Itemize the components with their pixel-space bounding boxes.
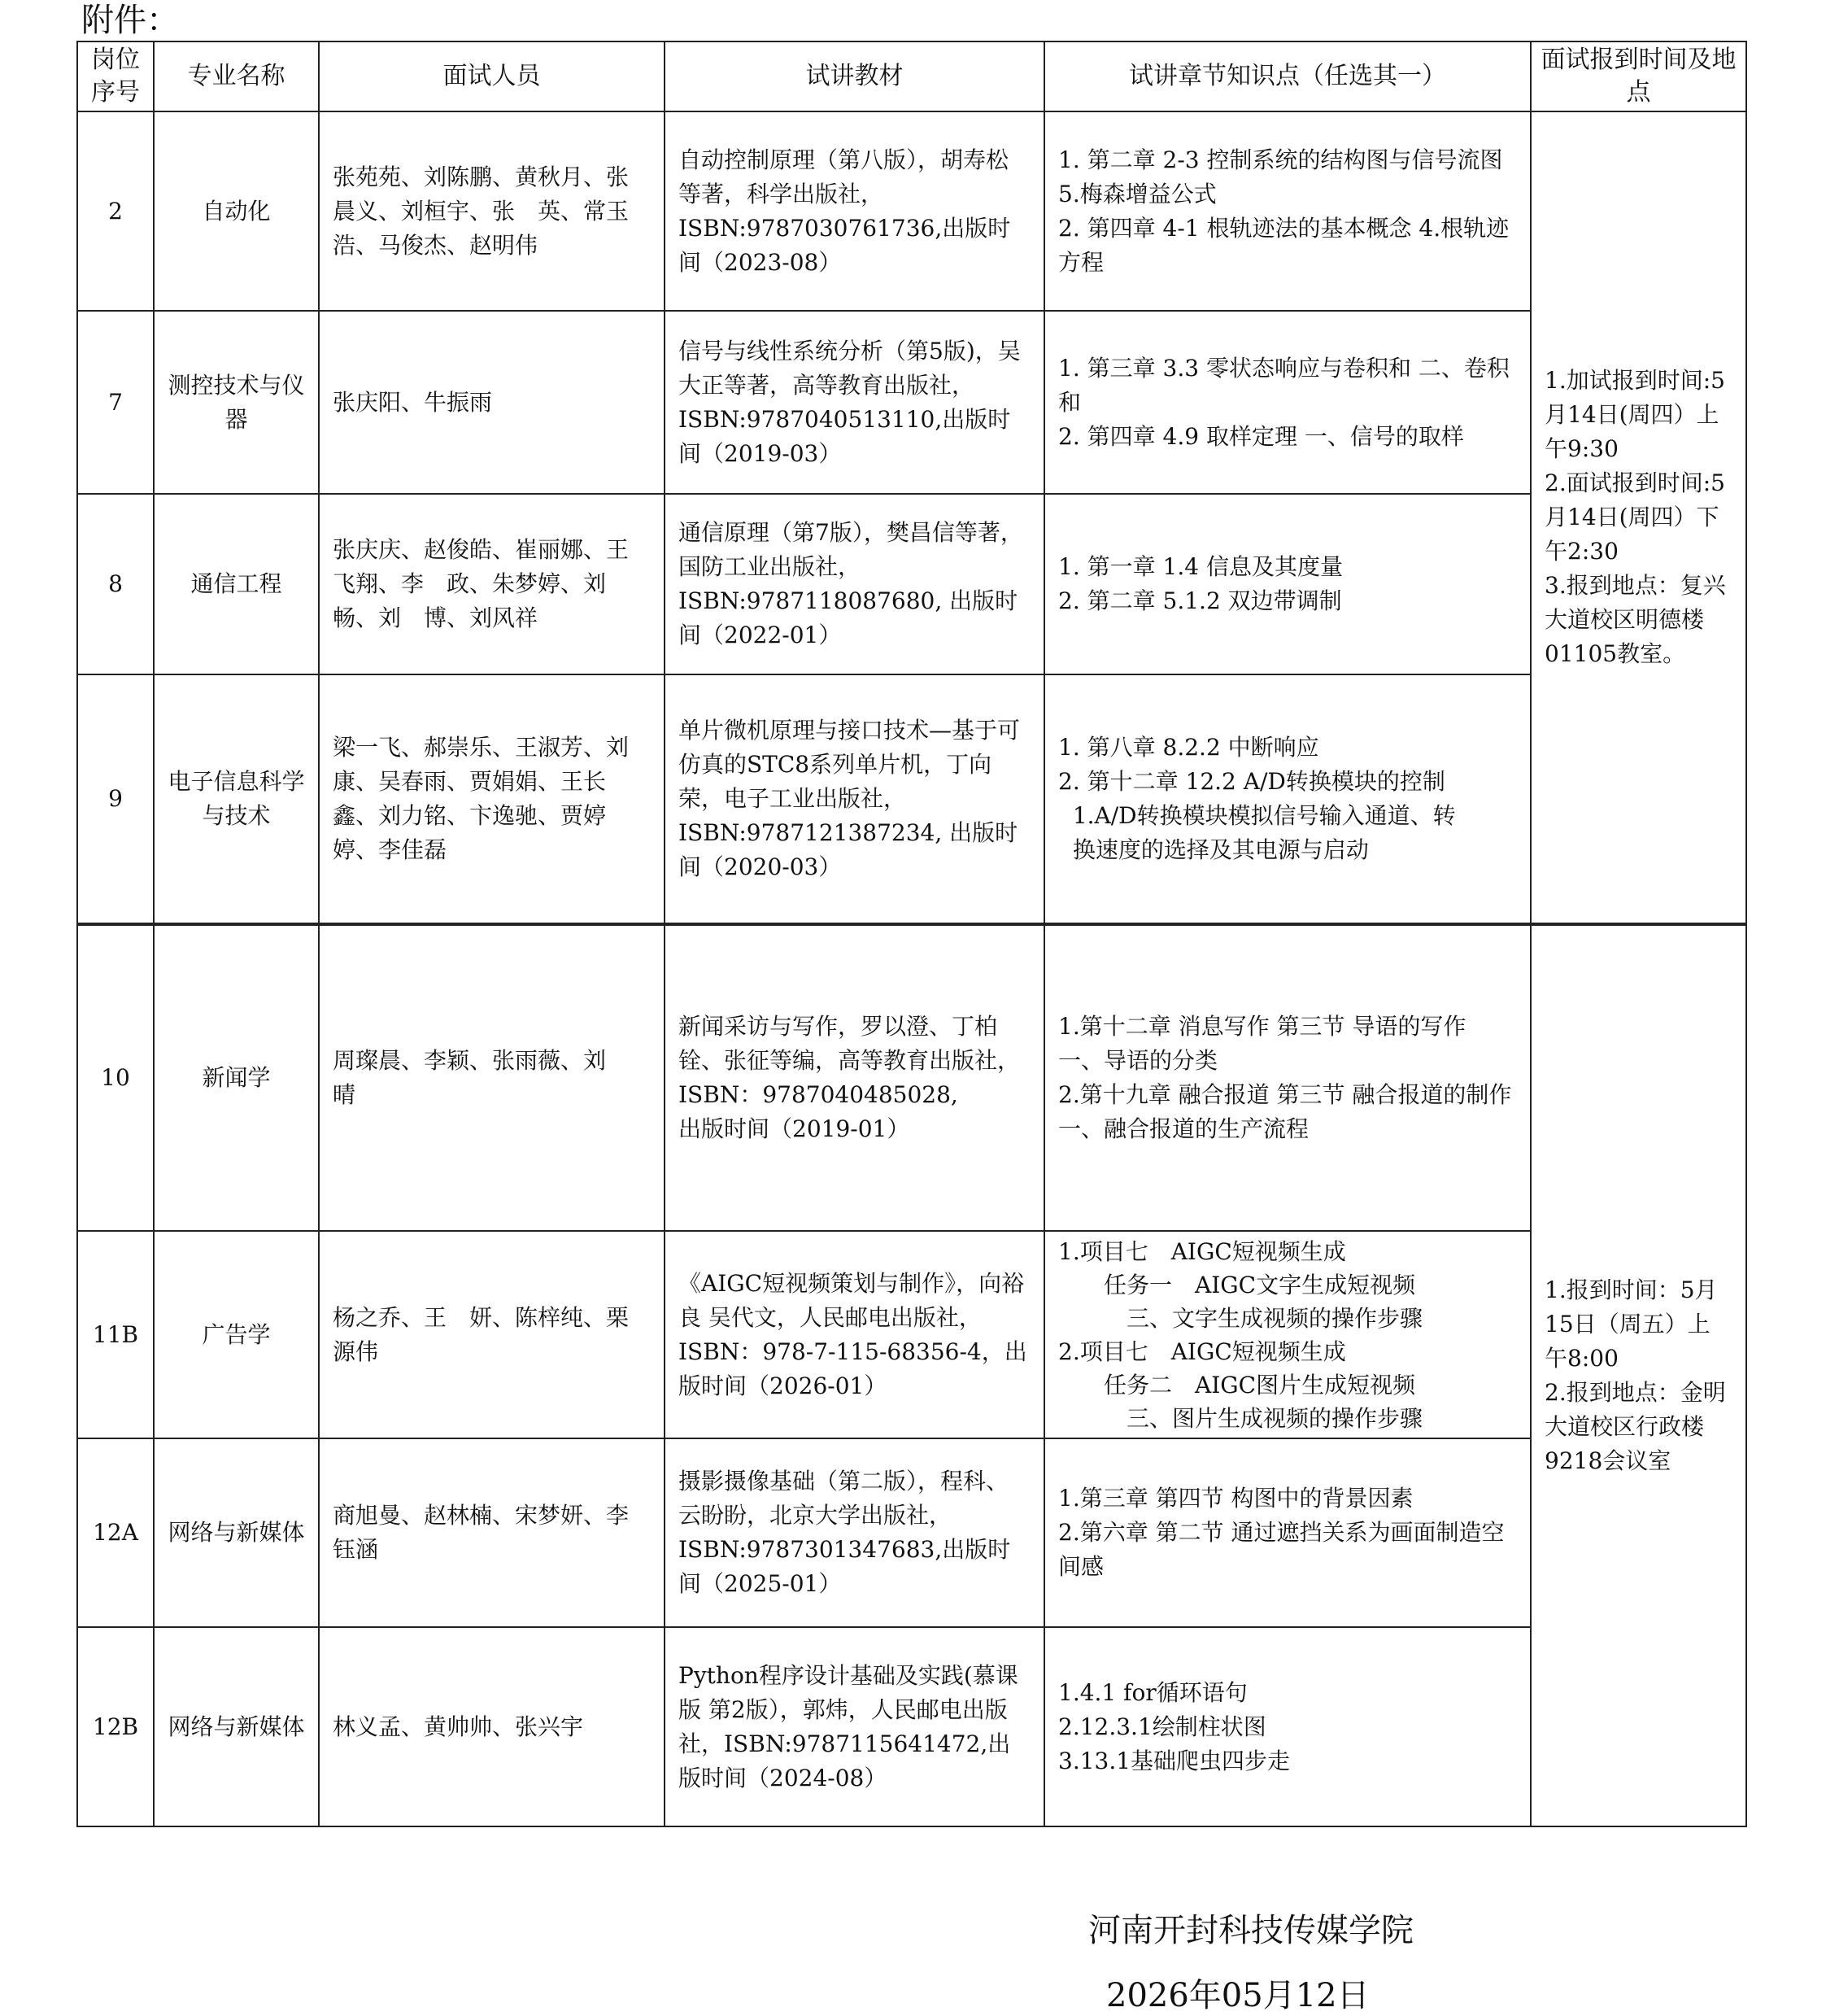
post-no-cell: 11B xyxy=(77,1231,154,1438)
points-cell: 1.第十二章 消息写作 第三节 导语的写作 一、导语的分类 2.第十九章 融合报道 第三节 融合报道的制作 一、融合报道的生产流程 xyxy=(1044,925,1531,1231)
major-cell: 自动化 xyxy=(154,111,319,311)
post-no-cell: 8 xyxy=(77,494,154,674)
candidates-cell: 周璨晨、李颖、张雨薇、刘 晴 xyxy=(319,925,665,1231)
points-cell: 1. 第二章 2-3 控制系统的结构图与信号流图 5.梅森增益公式 2. 第四章 4-1 根轨迹法的基本概念 4.根轨迹方程 xyxy=(1044,111,1531,311)
header-post-no: 岗位序号 xyxy=(77,41,154,111)
table-row xyxy=(77,111,1746,311)
textbook-cell: Python程序设计基础及实践(慕课版 第2版），郭炜，人民邮电出版社，ISBN:9787115641472,出版时间（2024-08） xyxy=(665,1627,1044,1826)
candidates-cell: 梁一飞、郝崇乐、王淑芳、刘 康、吴春雨、贾娟娟、王长鑫、刘力铭、卞逸驰、贾婷婷、李佳磊 xyxy=(319,674,665,923)
points-cell: 1. 第八章 8.2.2 中断响应 2. 第十二章 12.2 A/D转换模块的控制 1.A/D转换模块模拟信号输入通道、转 换速度的选择及其电源与启动 xyxy=(1044,674,1531,923)
major-cell: 通信工程 xyxy=(154,494,319,674)
header-candidates: 面试人员 xyxy=(319,41,665,111)
textbook-cell: 自动控制原理（第八版），胡寿松等著，科学出版社，ISBN:9787030761736,出版时间（2023-08） xyxy=(665,111,1044,311)
post-no-cell: 7 xyxy=(77,311,154,494)
major-cell: 广告学 xyxy=(154,1231,319,1438)
table-row xyxy=(77,494,1746,674)
header-major: 专业名称 xyxy=(154,41,319,111)
major-cell: 网络与新媒体 xyxy=(154,1438,319,1627)
points-cell: 1.第三章 第四节 构图中的背景因素 2.第六章 第二节 通过遮挡关系为画面制造空间感 xyxy=(1044,1438,1531,1627)
major-cell: 新闻学 xyxy=(154,925,319,1231)
candidates-cell: 张苑苑、刘陈鹏、黄秋月、张晨义、刘桓宇、张 英、常玉浩、马俊杰、赵明伟 xyxy=(319,111,665,311)
textbook-cell: 通信原理（第7版），樊昌信等著，国防工业出版社，ISBN:9787118087680, 出版时间（2022-01） xyxy=(665,494,1044,674)
post-no-cell: 12B xyxy=(77,1627,154,1826)
candidates-cell: 张庆阳、牛振雨 xyxy=(319,311,665,494)
post-no-cell: 2 xyxy=(77,111,154,311)
table-row xyxy=(77,674,1746,923)
table-row xyxy=(77,1231,1746,1438)
interview-table-group-1 xyxy=(76,41,1747,924)
table-header-row xyxy=(77,41,1746,111)
post-no-cell: 9 xyxy=(77,674,154,923)
attachment-label: 附件： xyxy=(81,2,179,39)
candidates-cell: 杨之乔、王 妍、陈梓纯、栗源伟 xyxy=(319,1231,665,1438)
header-textbook: 试讲教材 xyxy=(665,41,1044,111)
textbook-cell: 摄影摄像基础（第二版），程科、云盼盼，北京大学出版社，ISBN:9787301347683,出版时间（2025-01） xyxy=(665,1438,1044,1627)
signature-date: 2026年05月12日 xyxy=(1106,1977,1370,2014)
table-row xyxy=(77,1438,1746,1627)
major-cell: 电子信息科学与技术 xyxy=(154,674,319,923)
major-cell: 测控技术与仪器 xyxy=(154,311,319,494)
textbook-cell: 信号与线性系统分析（第5版)，吴大正等著，高等教育出版社，ISBN:9787040513110,出版时间（2019-03） xyxy=(665,311,1044,494)
textbook-cell: 单片微机原理与接口技术—基于可仿真的STC8系列单片机，丁向荣，电子工业出版社，ISBN:9787121387234, 出版时间（2020-03） xyxy=(665,674,1044,923)
points-cell: 1.4.1 for循环语句 2.12.3.1绘制柱状图 3.13.1基础爬虫四步走 xyxy=(1044,1627,1531,1826)
post-no-cell: 10 xyxy=(77,925,154,1231)
points-cell: 1.项目七 AIGC短视频生成 任务一 AIGC文字生成短视频 三、文字生成视频的操作步骤 2.项目七 AIGC短视频生成 任务二 AIGC图片生成短视频 三、图片生成视频的操作步骤 xyxy=(1044,1231,1531,1438)
candidates-cell: 张庆庆、赵俊皓、崔丽娜、王飞翔、李 政、朱梦婷、刘 畅、刘 博、刘风祥 xyxy=(319,494,665,674)
candidates-cell: 林义孟、黄帅帅、张兴宇 xyxy=(319,1627,665,1826)
interview-table-group-2 xyxy=(76,924,1747,1827)
header-points: 试讲章节知识点（任选其一） xyxy=(1044,41,1531,111)
textbook-cell: 新闻采访与写作，罗以澄、丁柏铨、张征等编，高等教育出版社， ISBN：9787040485028, 出版时间（2019-01） xyxy=(665,925,1044,1231)
post-no-cell: 12A xyxy=(77,1438,154,1627)
points-cell: 1. 第三章 3.3 零状态响应与卷积和 二、卷积和 2. 第四章 4.9 取样定理 一、信号的取样 xyxy=(1044,311,1531,494)
table-row xyxy=(77,311,1746,494)
table-row xyxy=(77,1627,1746,1826)
report-info-cell: 1.加试报到时间:5月14日(周四）上午9:30 2.面试报到时间:5月14日(周四）下午2:30 3.报到地点：复兴大道校区明德楼01105教室。 xyxy=(1531,111,1746,923)
signature-organization: 河南开封科技传媒学院 xyxy=(1088,1912,1414,1949)
report-info-cell: 1.报到时间：5月15日（周五）上午8:00 2.报到地点：金明大道校区行政楼9218会议室 xyxy=(1531,925,1746,1826)
textbook-cell: 《AIGC短视频策划与制作》，向裕良 吴代文，人民邮电出版社，ISBN：978-7-115-68356-4，出版时间（2026-01） xyxy=(665,1231,1044,1438)
candidates-cell: 商旭曼、赵林楠、宋梦妍、李钰涵 xyxy=(319,1438,665,1627)
header-report: 面试报到时间及地点 xyxy=(1531,41,1746,111)
major-cell: 网络与新媒体 xyxy=(154,1627,319,1826)
table-row xyxy=(77,925,1746,1231)
points-cell: 1. 第一章 1.4 信息及其度量 2. 第二章 5.1.2 双边带调制 xyxy=(1044,494,1531,674)
